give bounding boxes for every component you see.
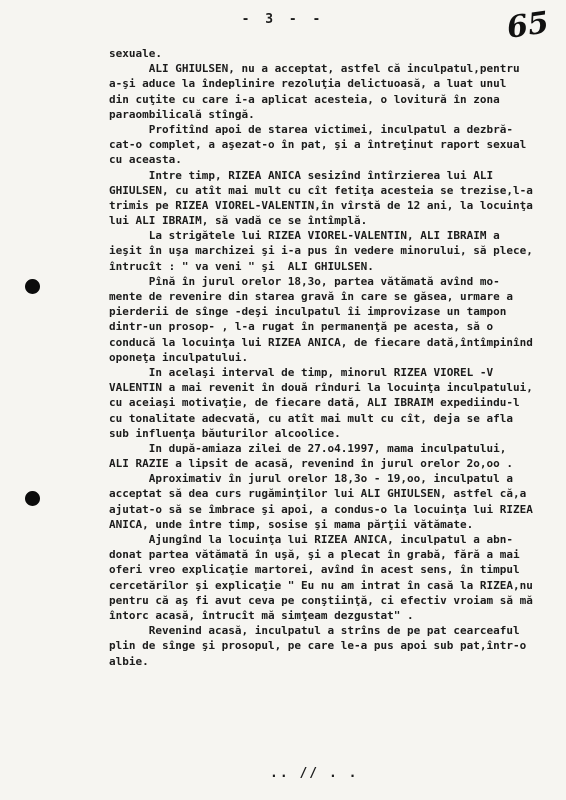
text-line: trimis pe RIZEA VIOREL-VALENTIN,în vîrstă de 12 ani, la locuinţa	[109, 198, 533, 212]
text-line: La strigătele lui RIZEA VIOREL-VALENTIN, ALI IBRAIM a	[109, 229, 500, 243]
text-line: cu aceiaşi motivaţie, de fiecare dată, ALI IBRAIM expediindu-l	[109, 396, 520, 410]
text-line: sub influenţa băuturilor alcoolice.	[109, 426, 341, 440]
text-line: cu tonalitate adecvată, cu atît mai mult cu cît, deja se afla	[109, 411, 513, 425]
text-line: conducă la locuinţa lui RIZEA ANICA, de fiecare dată,întîmpinînd	[109, 335, 533, 349]
text-line: lui ALI IBRAIM, să vadă ce se întîmplă.	[109, 214, 368, 228]
text-line: întrucît : " va veni " şi ALI GHIULSEN.	[109, 259, 374, 273]
text-line: mente de revenire din starea gravă în care se găsea, urmare a	[109, 290, 513, 303]
handwritten-page-number: 65	[504, 5, 551, 46]
text-line: oferi vreo explicaţie martorei, avînd în acest sens, în timpul	[109, 563, 520, 577]
text-line: albie.	[109, 654, 149, 668]
text-line: Ajungînd la locuinţa lui RIZEA ANICA, inculpatul a abn-	[109, 533, 513, 546]
text-line: Aproximativ în jurul orelor 18,3o - 19,oo, inculpatul a	[109, 472, 513, 486]
text-line: VALENTIN a mai revenit în două rînduri la locuinţa inculpatului,	[109, 381, 533, 395]
text-line: cu aceasta.	[109, 153, 182, 167]
text-line: sexuale.	[109, 47, 162, 60]
text-line: acceptat să dea curs rugăminţilor lui ALI GHIULSEN, astfel că,a	[109, 487, 527, 501]
text-line: ieşit în uşa marchizei şi i-a pus în vedere minorului, să plece,	[109, 244, 533, 258]
text-line: In după-amiaza zilei de 27.o4.1997, mama inculpatului,	[109, 441, 507, 455]
text-line: ANICA, unde între timp, sosise şi mama părţii vătămate.	[109, 517, 474, 531]
text-line: ajutat-o să se îmbrace şi apoi, a condus-o la locuinţa lui RIZEA	[109, 502, 533, 516]
punch-hole-bottom	[25, 491, 40, 506]
text-line: Pînă în jurul orelor 18,3o, partea vătămată avînd mo-	[109, 274, 500, 288]
text-line: Profitînd apoi de starea victimei, inculpatul a dezbră-	[109, 122, 513, 136]
body-text	[109, 46, 559, 669]
text-line: pierderii de sînge -deşi inculpatul îi improvizase un tampon	[109, 305, 507, 319]
text-line: plin de sînge şi prosopul, pe care le-a pus apoi sub pat,într-o	[109, 639, 527, 653]
text-line: GHIULSEN, cu atît mai mult cu cît fetiţa acesteia se trezise,l-a	[109, 183, 533, 197]
text-line: a-şi aduce la îndeplinire rezoluţia delictuoasă, a luat unul	[109, 77, 507, 91]
text-line: paraombilicală stîngă.	[109, 107, 255, 121]
text-line: donat partea vătămată în uşă, şi a plecat în grabă, fără a mai	[109, 548, 520, 562]
text-line: Revenind acasă, inculpatul a strîns de pe pat cearceaful	[109, 624, 520, 638]
text-line: dintr-un prosop- , l-a rugat în permanenţă pe acesta, să o	[109, 320, 494, 334]
continuation-mark: .. // . .	[270, 766, 359, 781]
text-line: cercetărilor şi explicaţie " Eu nu am intrat în casă la RIZEA,nu	[109, 578, 533, 592]
text-line: cat-o complet, a aşezat-o în pat, şi a întreţinut raport sexual	[109, 138, 527, 152]
page-number: - 3 - -	[241, 12, 325, 27]
text-line: Intre timp, RIZEA ANICA sesizînd întîrzierea lui ALI	[109, 168, 494, 182]
text-line: oponeţa inculpatului.	[109, 350, 249, 364]
text-line: In acelaşi interval de timp, minorul RIZEA VIOREL -V	[109, 365, 494, 379]
punch-hole-top	[25, 279, 40, 294]
text-line: pentru că aş fi avut ceva pe conştiinţă, ci efectiv vroiam să mă	[109, 593, 533, 607]
text-line: ALI RAZIE a lipsit de acasă, revenind în jurul orelor 2o,oo .	[109, 457, 513, 471]
text-line: ALI GHIULSEN, nu a acceptat, astfel că inculpatul,pentru	[109, 62, 520, 76]
text-line: din cuţite cu care i-a aplicat acesteia, o lovitură în zona	[109, 92, 500, 106]
text-line: întorc acasă, întrucît mă simţeam dezgustat" .	[109, 608, 414, 622]
